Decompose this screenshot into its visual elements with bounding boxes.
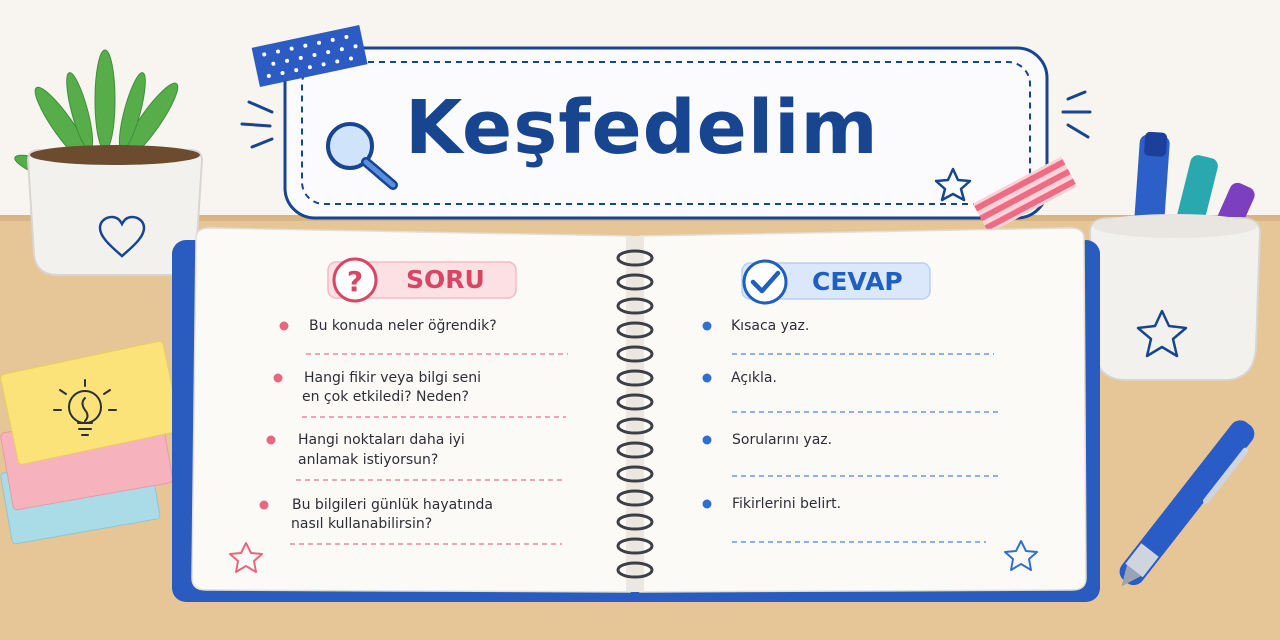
answer-prompt-1: Kısaca yaz.: [731, 318, 810, 334]
answer-prompt-4: Fikirlerini belirt.: [732, 496, 842, 512]
question-text-1: Bu konuda neler öğrendik?: [309, 318, 497, 334]
sticky-notes: [0, 341, 181, 545]
svg-text:?: ?: [346, 265, 364, 298]
question-text-3b: anlamak istiyorsun?: [298, 452, 439, 468]
answer-prompt-2: Açıkla.: [731, 370, 777, 386]
question-text-3: Hangi noktaları daha iyi: [298, 432, 465, 448]
notebook: [172, 228, 1100, 602]
cevap-label: CEVAP: [812, 267, 903, 296]
check-icon: [744, 261, 786, 303]
question-text-4: Bu bilgileri günlük hayatında: [292, 497, 493, 513]
page-title: Keşfedelim: [405, 85, 879, 171]
question-text-2b: en çok etkiledi? Neden?: [302, 389, 469, 405]
question-icon: [334, 259, 376, 301]
question-text-2: Hangi fikir veya bilgi seni: [304, 370, 482, 386]
soru-label: SORU: [406, 265, 485, 294]
answer-prompt-3: Sorularını yaz.: [732, 432, 833, 448]
question-text-4b: nasıl kullanabilirsin?: [291, 516, 433, 532]
